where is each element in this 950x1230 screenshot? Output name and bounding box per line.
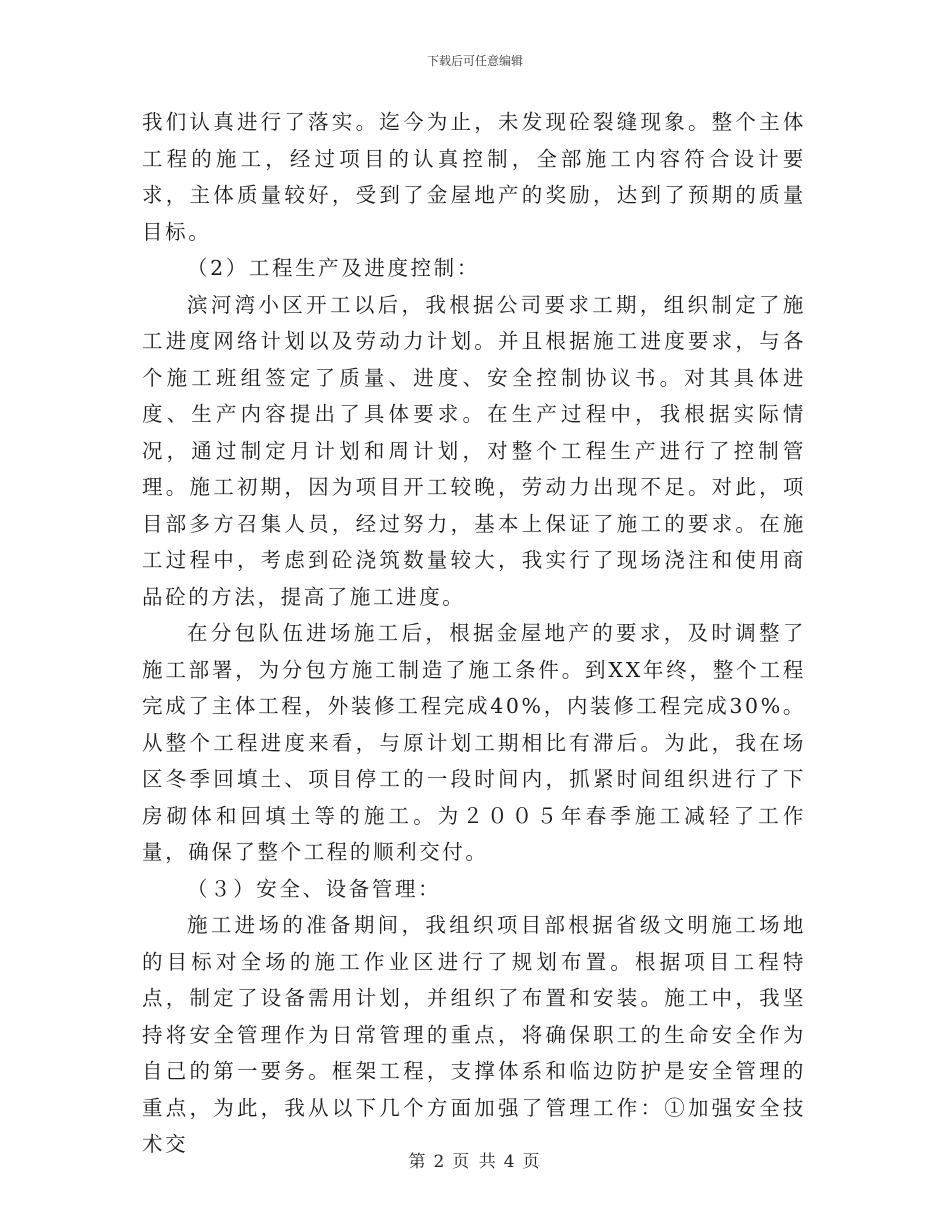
footer-middle: 页 共 <box>452 1152 498 1172</box>
page-header: 下载后可任意编辑 <box>426 54 523 68</box>
section-heading-progress: （2）工程生产及进度控制： <box>187 256 480 280</box>
current-page-number: 2 <box>433 1152 447 1172</box>
document-body <box>142 104 806 1163</box>
footer-suffix: 页 <box>522 1152 542 1172</box>
total-pages-number: 4 <box>503 1152 517 1172</box>
paragraph-safety-management: 施工进场的准备期间，我组织项目部根据省级文明施工场地的目标对全场的施工作业区进行了规划布置。根据项目工程特点，制定了设备需用计划，并组织了布置和安装。施工中，我坚持将安全管理作为日常管理的重点，将确保职工的生命安全作为自己的第一要务。框架工程，支撑体系和临边防护是安全管理的重点，为此，我从以下几个方面加强了管理工作：①加强安全技术交 <box>142 913 806 1156</box>
paragraph-progress-planning: 滨河湾小区开工以后，我根据公司要求工期，组织制定了施工进度网络计划以及劳动力计划。并且根据施工进度要求，与各个施工班组签定了质量、进度、安全控制协议书。对其具体进度、生产内容提出了具体要求。在生产过程中，我根据实际情况，通过制定月计划和周计划，对整个工程生产进行了控制管理。施工初期，因为项目开工较晚，劳动力出现不足。对此，项目部多方召集人员，经过努力，基本上保证了施工的要求。在施工过程中，考虑到砼浇筑数量较大，我实行了现场浇注和使用商品砼的方法，提高了施工进度。 <box>142 292 806 609</box>
section-heading-safety: （３）安全、设备管理： <box>187 876 442 901</box>
paragraph-quality-conclusion: 我们认真进行了落实。迄今为止，未发现砼裂缝现象。整个主体工程的施工，经过项目的认真控制，全部施工内容符合设计要求，主体质量较好，受到了金屋地产的奖励，达到了预期的质量目标。 <box>142 110 806 244</box>
footer-prefix: 第 <box>408 1152 428 1172</box>
paragraph-subcontract-progress: 在分包队伍进场施工后，根据金屋地产的要求，及时调整了施工部署，为分包方施工制造了施工条件。到XX年终，整个工程完成了主体工程，外装修工程完成40%，内装修工程完成30%。从整个工程进度来看，与原计划工期相比有滞后。为此，我在场区冬季回填土、项目停工的一段时间内，抓紧时间组织进行了下房砌体和回填土等的施工。为２００５年春季施工减轻了工作量，确保了整个工程的顺利交付。 <box>142 621 806 864</box>
page-footer <box>0 1147 950 1172</box>
